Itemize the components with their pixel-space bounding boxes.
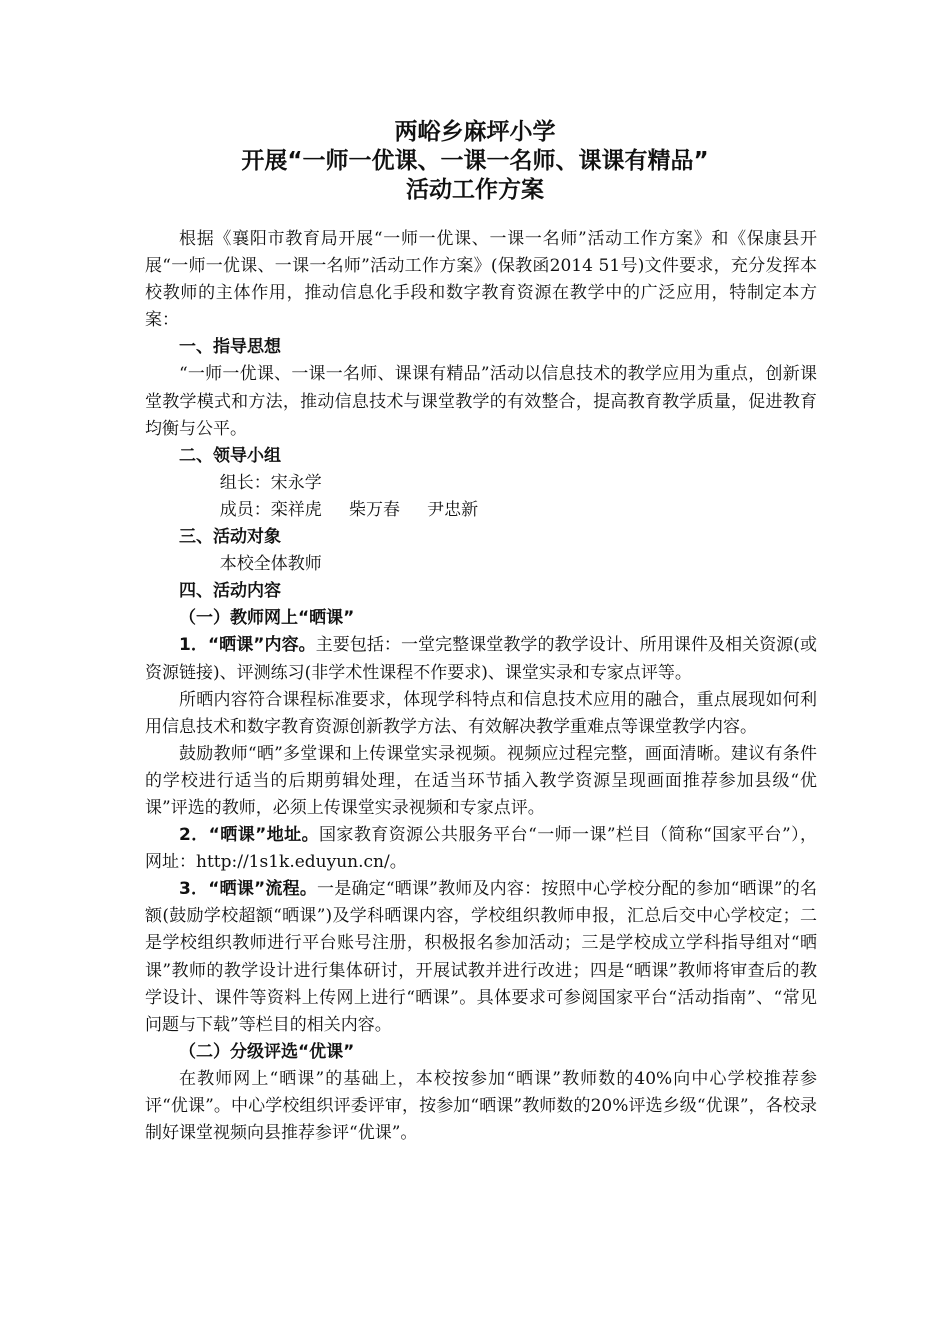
intro-paragraph: 根据《襄阳市教育局开展“一师一优课、一课一名师”活动工作方案》和《保康县开展“一师一优课、一课一名师”活动工作方案》(保教函2014 51号)文件要求，充分发挥本校教师的主体作用，推动信息化手段和数字教育资源在教学中的广泛应用，特制定本方案：	[145, 229, 817, 331]
subsection-heading-online: （一）教师网上“晒课”	[179, 608, 355, 629]
section-heading-leadership: 二、领导小组	[179, 445, 281, 466]
selection-paragraph: 在教师网上“晒课”的基础上，本校按参加“晒课”教师数的40%向中心学校推荐参评“优课”。中心学校组织评委评审，按参加“晒课”教师数的20%评选乡级“优课”，各校录制好课堂视频向县推荐参评“优课”。	[145, 1068, 817, 1144]
title-line-activity: 开展“一师一优课、一课一名师、课课有精品”	[241, 148, 709, 174]
title-line-plan: 活动工作方案	[406, 177, 544, 203]
item-1-paragraph	[145, 632, 817, 686]
guiding-paragraph: “一师一优课、一课一名师、课课有精品”活动以信息技术的教学应用为重点，创新课堂教学模式和方法，推动信息技术与课堂教学的有效整合，提高教育教学质量，促进教育均衡与公平。	[145, 364, 817, 439]
item-2-paragraph	[145, 822, 817, 876]
document-body	[145, 226, 817, 1147]
member-3: 尹忠新	[427, 499, 479, 520]
content-paragraph-3: 鼓励教师“晒”多堂课和上传课堂实录视频。视频应过程完整，画面清晰。建议有条件的学校进行适当的后期剪辑处理，在适当环节插入教学资源呈现画面推荐参加县级“优课”评选的教师，必须上传课堂实录视频和专家点评。	[145, 743, 817, 818]
members-line	[145, 497, 817, 524]
section-heading-target: 三、活动对象	[179, 527, 281, 548]
item-2-lead: 2．“晒课”地址。	[179, 825, 319, 846]
leader-line: 组长：宋永学	[219, 472, 322, 493]
item-3-lead: 3．“晒课”流程。	[179, 879, 318, 900]
title-line-school: 两峪乡麻坪小学	[394, 119, 556, 145]
section-heading-guiding: 一、指导思想	[179, 337, 281, 358]
item-3-paragraph	[145, 876, 817, 1039]
member-2: 柴万春	[348, 499, 400, 520]
item-1-text: 主要包括：一堂完整课堂教学的教学设计、所用课件及相关资源(或资源链接)、评测练习(非学术性课程不作要求)、课堂实录和专家点评等。	[145, 635, 817, 683]
content-paragraph-2: 所晒内容符合课程标准要求，体现学科特点和信息技术应用的融合，重点展现如何利用信息技术和数字教育资源创新教学方法、有效解决教学重难点等课堂教学内容。	[145, 689, 817, 737]
member-1: 成员：栾祥虎	[219, 499, 322, 520]
subsection-heading-selection: （二）分级评选“优课”	[179, 1041, 355, 1062]
item-1-lead: 1．“晒课”内容。	[179, 635, 316, 656]
section-heading-content: 四、活动内容	[179, 581, 281, 602]
item-3-text: 一是确定“晒课”教师及内容：按照中心学校分配的参加“晒课”的名额(鼓励学校超额“晒课”)及学科晒课内容，学校组织教师申报，汇总后交中心学校定；二是学校组织教师进行平台账号注册，积极报名参加活动；三是学校成立学科指导组对“晒课”教师的教学设计进行集体研讨，开展试教并进行改进；四是“晒课”教师将审查后的教学设计、课件等资料上传网上进行“晒课”。具体要求可参阅国家平台“活动指南”、“常见问题与下载”等栏目的相关内容。	[145, 879, 817, 1035]
target-text: 本校全体教师	[219, 554, 322, 575]
document-title	[0, 118, 950, 205]
item-2-text: 国家教育资源公共服务平台“一师一课”栏目（简称“国家平台”），网址：http://1s1k.eduyun.cn/。	[145, 825, 817, 873]
